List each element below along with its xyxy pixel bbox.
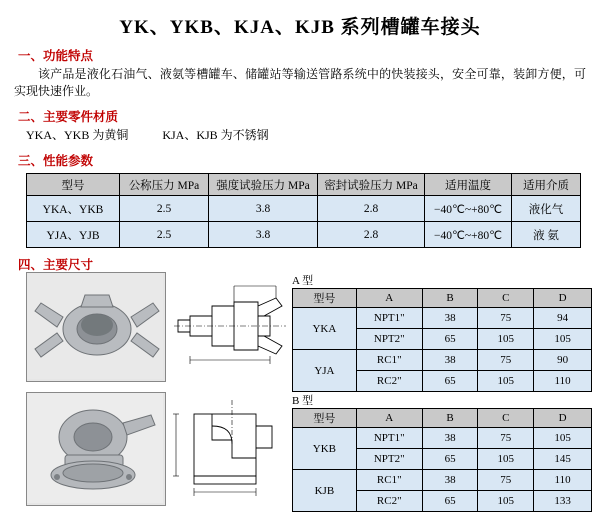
spec-cell: −40℃~+80℃	[425, 222, 512, 248]
dim-b-col-c: C	[478, 409, 534, 428]
dim-b-cell: NPT2"	[356, 449, 422, 470]
page-title: YK、YKB、KJA、KJB 系列槽罐车接头	[119, 17, 481, 38]
section-heading-dimensions: 四、主要尺寸	[18, 258, 94, 272]
dim-a-cell: RC1"	[356, 350, 422, 371]
dim-a-cell: 65	[422, 329, 478, 350]
dim-b-cell: 65	[422, 449, 478, 470]
dim-a-cell: 105	[534, 329, 592, 350]
table-row	[293, 350, 592, 371]
spec-col-media: 适用介质	[512, 174, 581, 196]
dim-a-cell: 75	[478, 350, 534, 371]
product-photo-b	[26, 392, 166, 506]
dim-a-col-d: D	[534, 289, 592, 308]
material-brass: YKA、YKB 为黄铜	[26, 128, 129, 142]
spec-cell: 液化气	[512, 196, 581, 222]
dim-a-cell: 65	[422, 371, 478, 392]
spec-cell: YJA、YJB	[27, 222, 120, 248]
product-photo-a	[26, 272, 166, 382]
dim-b-cell: 133	[534, 491, 592, 512]
dim-b-cell: 38	[422, 470, 478, 491]
technical-drawing-a	[172, 272, 288, 380]
spec-table-header-row	[27, 174, 581, 196]
dim-table-b-wrap	[292, 408, 592, 512]
dim-a-cell: RC2"	[356, 371, 422, 392]
spec-cell: 2.5	[120, 222, 209, 248]
type-a-label: A 型	[292, 275, 314, 287]
dim-a-col-c: C	[478, 289, 534, 308]
dim-a-group: YKA	[293, 308, 357, 350]
spec-cell: 2.5	[120, 196, 209, 222]
dim-table-b	[292, 408, 592, 512]
technical-drawing-b	[172, 396, 288, 504]
dim-b-cell: 38	[422, 428, 478, 449]
dim-a-group: YJA	[293, 350, 357, 392]
dim-b-cell: 105	[478, 449, 534, 470]
dim-a-cell: NPT2"	[356, 329, 422, 350]
spec-cell: 2.8	[318, 196, 425, 222]
dim-b-group: KJB	[293, 470, 357, 512]
dim-b-cell: 105	[534, 428, 592, 449]
dim-a-header-row	[293, 289, 592, 308]
dim-a-col-model: 型号	[293, 289, 357, 308]
dim-a-cell: 110	[534, 371, 592, 392]
spec-col-seal: 密封试验压力 MPa	[318, 174, 425, 196]
dim-a-cell: 75	[478, 308, 534, 329]
spec-cell: 3.8	[209, 196, 318, 222]
dim-b-cell: 65	[422, 491, 478, 512]
table-row	[293, 308, 592, 329]
spec-cell: 2.8	[318, 222, 425, 248]
dim-b-group: YKB	[293, 428, 357, 470]
spec-col-model: 型号	[27, 174, 120, 196]
spec-col-strength: 强度试验压力 MPa	[209, 174, 318, 196]
dim-a-cell: 38	[422, 308, 478, 329]
section-heading-materials: 二、主要零件材质	[18, 110, 119, 124]
dim-a-col-b: B	[422, 289, 478, 308]
dim-b-col-b: B	[422, 409, 478, 428]
table-row	[27, 196, 581, 222]
dim-b-cell: 75	[478, 428, 534, 449]
table-row	[293, 470, 592, 491]
dim-b-col-a: A	[356, 409, 422, 428]
section-heading-parameters: 三、性能参数	[18, 154, 94, 168]
dim-b-header-row	[293, 409, 592, 428]
spec-cell: YKA、YKB	[27, 196, 120, 222]
section-heading-features: 一、功能特点	[18, 49, 94, 63]
section-body-features: 该产品是液化石油气、液氨等槽罐车、储罐站等输送管路系统中的快装接头，安全可靠，装卸方便，可实现快速作业。	[14, 67, 586, 98]
table-row	[293, 428, 592, 449]
material-steel: KJA、KJB 为不锈钢	[162, 128, 269, 142]
dim-b-cell: RC2"	[356, 491, 422, 512]
type-b-label: B 型	[292, 395, 314, 407]
section-body-materials	[26, 127, 586, 144]
dim-a-col-a: A	[356, 289, 422, 308]
dim-b-cell: 75	[478, 470, 534, 491]
dim-a-cell: NPT1"	[356, 308, 422, 329]
spec-cell: 液 氨	[512, 222, 581, 248]
dim-b-cell: 110	[534, 470, 592, 491]
table-row	[27, 222, 581, 248]
dim-b-col-model: 型号	[293, 409, 357, 428]
spec-cell: −40℃~+80℃	[425, 196, 512, 222]
dim-a-cell: 94	[534, 308, 592, 329]
spec-col-nominal: 公称压力 MPa	[120, 174, 209, 196]
dim-b-cell: NPT1"	[356, 428, 422, 449]
dim-table-a	[292, 288, 592, 392]
spec-table	[26, 173, 581, 248]
dim-b-cell: 105	[478, 491, 534, 512]
dim-a-cell: 38	[422, 350, 478, 371]
dim-a-cell: 90	[534, 350, 592, 371]
dim-b-cell: RC1"	[356, 470, 422, 491]
spec-table-wrap	[26, 173, 600, 248]
spec-cell: 3.8	[209, 222, 318, 248]
dim-a-cell: 105	[478, 371, 534, 392]
dim-a-cell: 105	[478, 329, 534, 350]
spec-col-temp: 适用温度	[425, 174, 512, 196]
dim-b-cell: 145	[534, 449, 592, 470]
dim-table-a-wrap	[292, 288, 592, 392]
dim-b-col-d: D	[534, 409, 592, 428]
